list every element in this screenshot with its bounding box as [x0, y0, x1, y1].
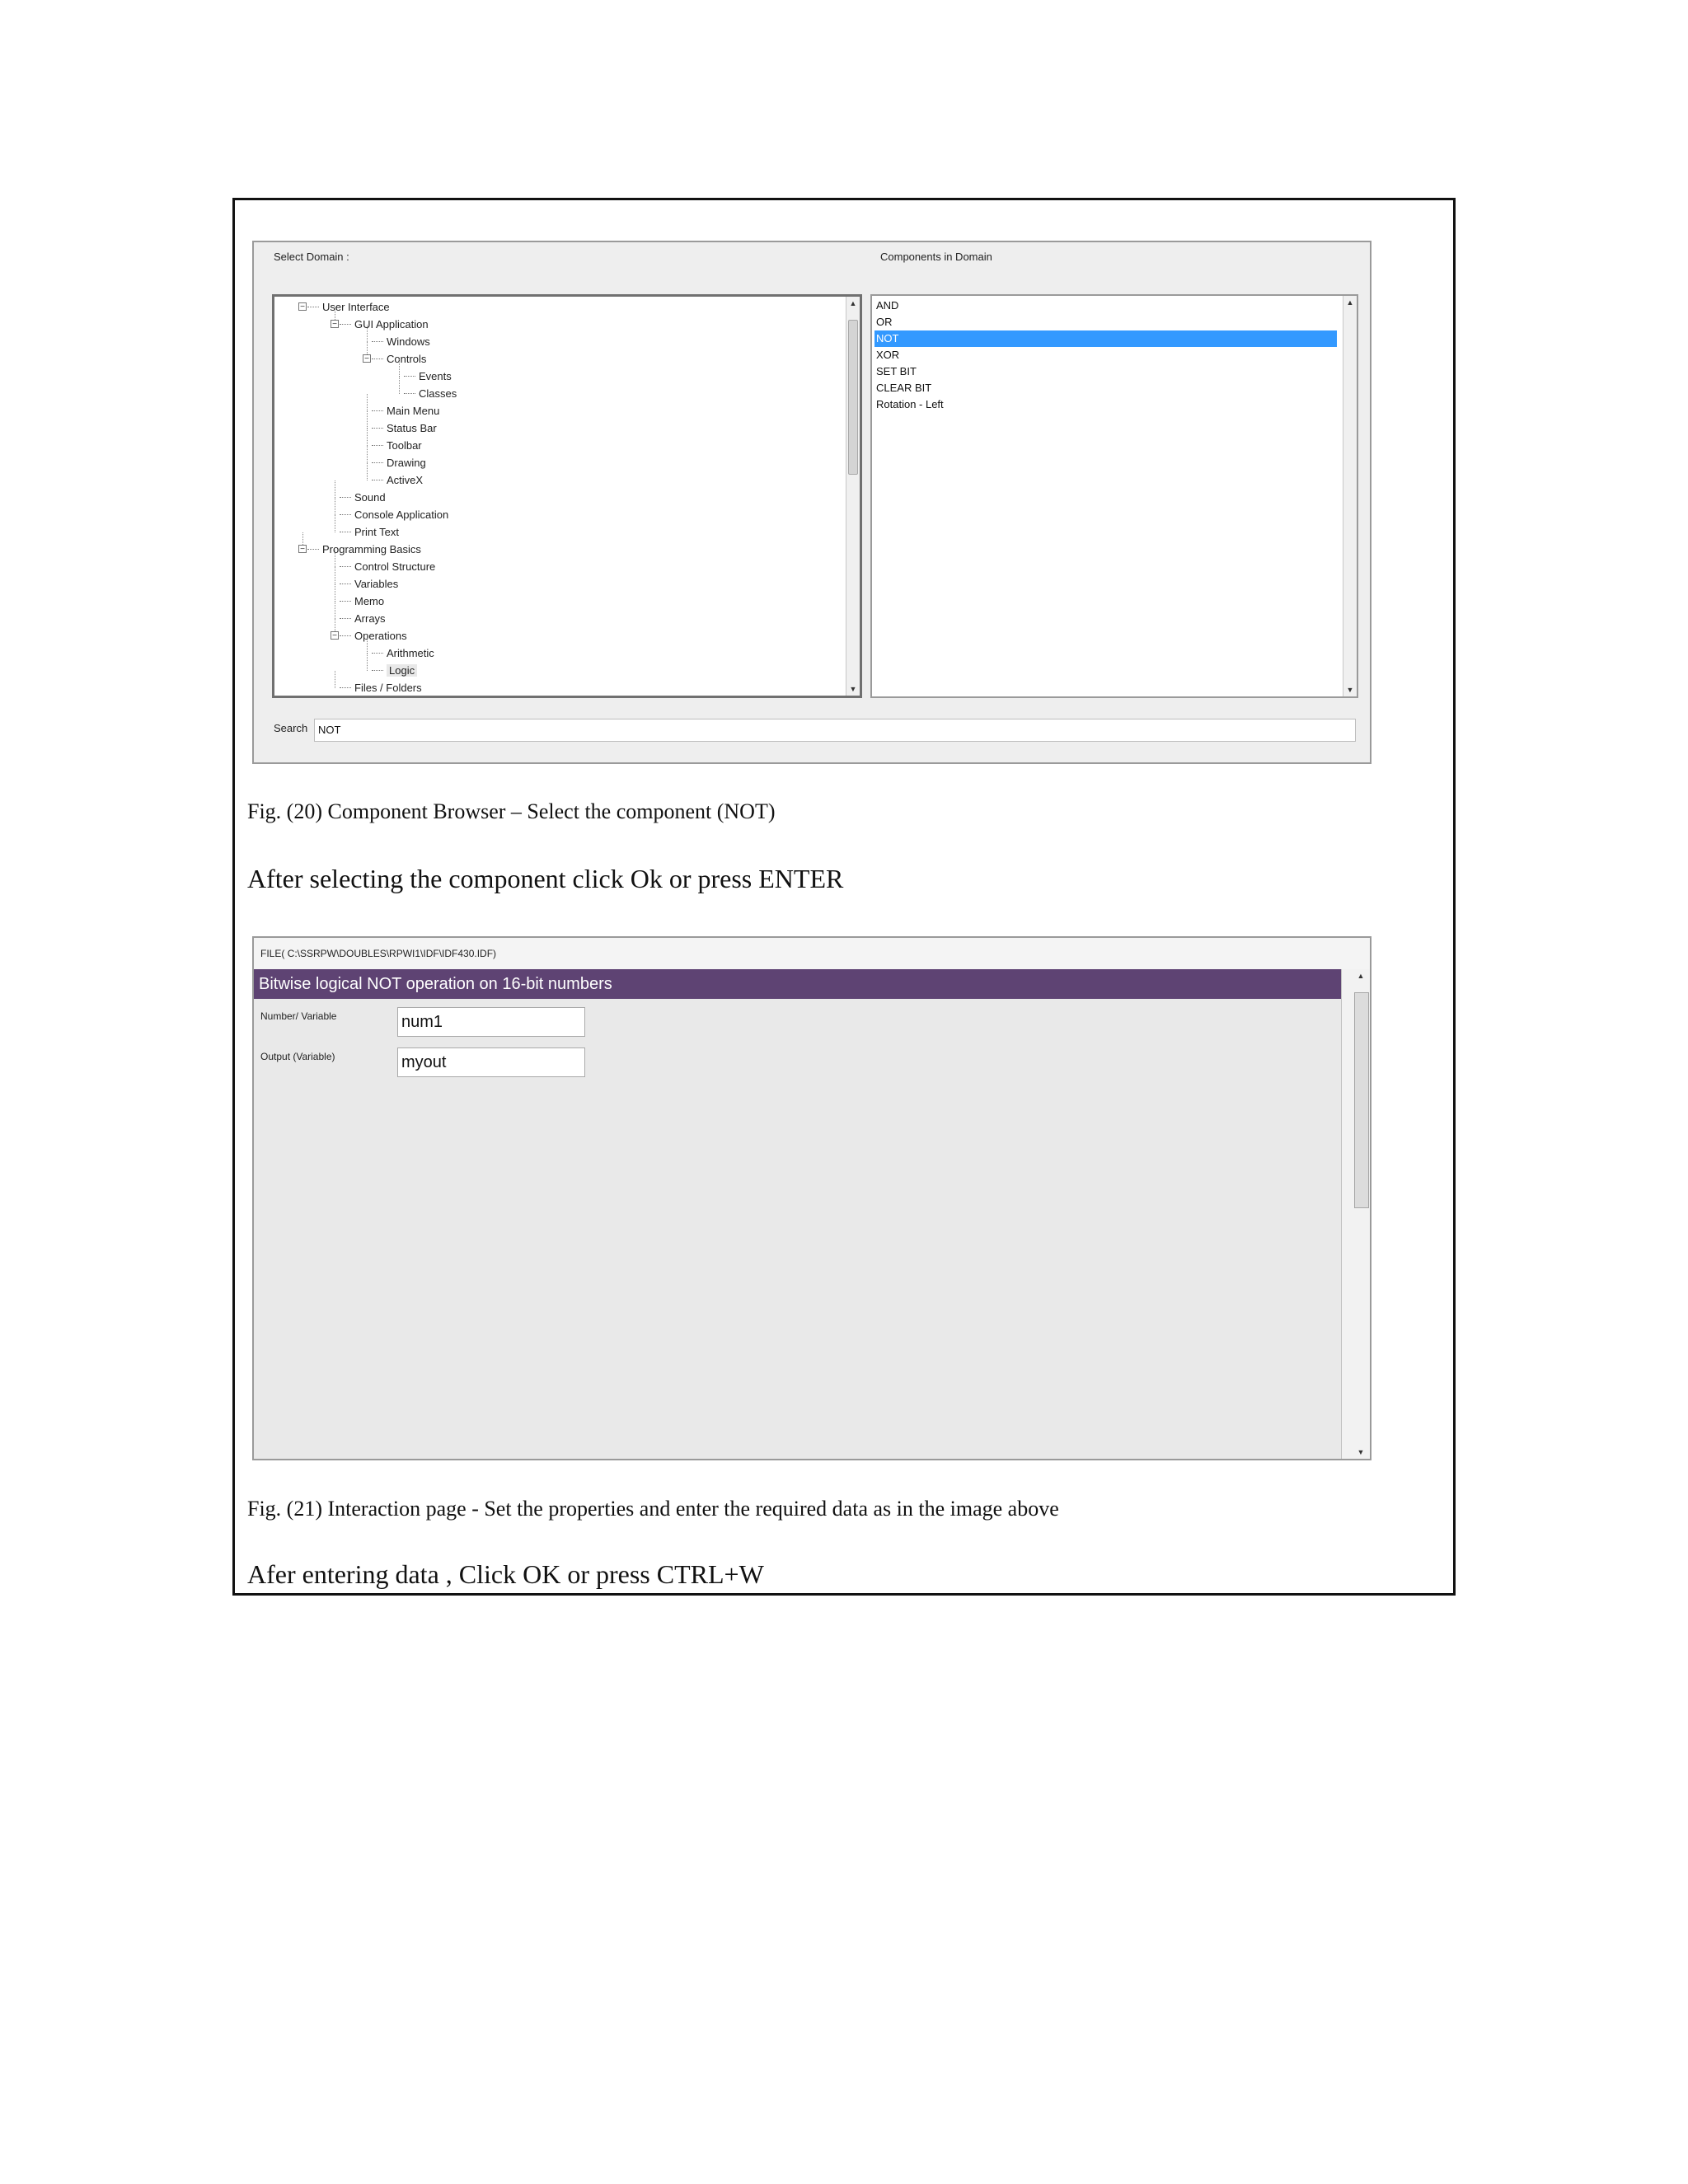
select-domain-label: Select Domain : — [274, 251, 349, 263]
tree-collapse-icon[interactable]: − — [298, 302, 307, 311]
tree-collapse-icon[interactable]: − — [331, 631, 339, 640]
tree-node[interactable] — [372, 644, 434, 662]
tree-node[interactable] — [340, 489, 386, 506]
component-list-item[interactable]: NOT — [874, 330, 1337, 347]
component-list-item[interactable]: Rotation - Left — [876, 398, 944, 410]
number-variable-input[interactable]: num1 — [397, 1007, 585, 1037]
components-list[interactable] — [870, 294, 1358, 698]
tree-node-label: ActiveX — [387, 474, 424, 486]
tree-node-label: Drawing — [387, 457, 426, 469]
tree-connector — [404, 376, 415, 377]
tree-node-label: Console Application — [354, 509, 449, 521]
tree-node-label: Arithmetic — [387, 647, 434, 659]
tree-node-label: GUI Application — [354, 318, 429, 330]
scroll-up-arrow-icon[interactable]: ▲ — [1357, 972, 1365, 980]
scroll-down-arrow-icon[interactable]: ▼ — [849, 685, 857, 693]
tree-node-label: Print Text — [354, 526, 399, 538]
tree-node[interactable] — [404, 385, 457, 402]
interaction-page — [252, 936, 1372, 1460]
domain-tree-scrollbar[interactable] — [846, 297, 860, 696]
tree-node-label: Control Structure — [354, 560, 436, 573]
number-variable-label: Number/ Variable — [260, 1010, 337, 1022]
tree-guide-line — [367, 394, 368, 411]
tree-node[interactable] — [340, 575, 398, 593]
tree-node-label: Status Bar — [387, 422, 437, 434]
tree-connector — [404, 393, 415, 394]
tree-guide-line — [367, 411, 368, 429]
tree-node[interactable] — [372, 402, 439, 419]
scroll-down-arrow-icon[interactable]: ▼ — [1346, 686, 1354, 694]
figure-20-caption: Fig. (20) Component Browser – Select the component (NOT) — [247, 799, 776, 823]
figure-21-caption: Fig. (21) Interaction page - Set the properties and enter the required data as in the image above — [247, 1497, 1059, 1521]
tree-node-label: Arrays — [354, 612, 386, 625]
tree-node-label: User Interface — [322, 301, 390, 313]
tree-guide-line — [399, 377, 400, 394]
tree-node-label: Files / Folders — [354, 682, 422, 694]
tree-connector — [372, 445, 383, 446]
output-variable-label: Output (Variable) — [260, 1051, 335, 1062]
tree-node-label: Memo — [354, 595, 385, 607]
tree-node-label: Programming Basics — [322, 543, 421, 555]
components-in-domain-label: Components in Domain — [880, 251, 992, 263]
tree-node[interactable] — [340, 506, 448, 523]
tree-node[interactable] — [372, 437, 422, 454]
tree-node-label: Operations — [354, 630, 407, 642]
file-path-bar: FILE( C:\SSRPW\DOUBLES\RPWI1\IDF\IDF430.IDF) — [254, 938, 1370, 970]
tree-node-label: Classes — [419, 387, 457, 400]
tree-connector — [340, 635, 351, 636]
tree-node[interactable] — [404, 368, 452, 385]
component-browser — [252, 241, 1372, 764]
tree-connector — [340, 497, 351, 498]
tree-connector — [372, 341, 383, 342]
tree-connector — [340, 566, 351, 567]
tree-node[interactable] — [340, 316, 429, 333]
tree-connector — [340, 618, 351, 619]
scroll-down-arrow-icon[interactable]: ▼ — [1357, 1448, 1365, 1456]
component-list-item[interactable]: OR — [876, 316, 893, 328]
tree-connector — [340, 601, 351, 602]
tree-collapse-icon[interactable]: − — [331, 320, 339, 328]
tree-connector — [372, 410, 383, 411]
component-list-item[interactable]: AND — [876, 299, 899, 312]
tree-node-label: Main Menu — [387, 405, 440, 417]
tree-node-label: Variables — [354, 578, 399, 590]
tree-node[interactable] — [372, 471, 423, 489]
instruction-enter-data: Afer entering data , Click OK or press CTRL+W — [247, 1559, 764, 1589]
component-list-item[interactable]: CLEAR BIT — [876, 382, 932, 394]
component-list-item[interactable]: XOR — [876, 349, 900, 361]
tree-connector — [340, 583, 351, 584]
scroll-up-arrow-icon[interactable]: ▲ — [1346, 298, 1354, 307]
search-input[interactable]: NOT — [314, 719, 1356, 742]
tree-node[interactable] — [372, 454, 426, 471]
tree-connector — [340, 324, 351, 325]
tree-guide-line — [367, 636, 368, 654]
domain-tree[interactable] — [272, 294, 862, 698]
tree-connector — [340, 514, 351, 515]
tree-connector — [372, 670, 383, 671]
scroll-thumb[interactable] — [848, 320, 858, 475]
tree-node-label: Windows — [387, 335, 430, 348]
tree-node-label: Sound — [354, 491, 386, 504]
tree-guide-line — [367, 463, 368, 480]
tree-node[interactable] — [340, 593, 384, 610]
interaction-scrollbar[interactable] — [1341, 969, 1370, 1459]
tree-node[interactable] — [307, 298, 390, 316]
component-list-item[interactable]: SET BIT — [876, 365, 917, 377]
scroll-thumb[interactable] — [1354, 992, 1369, 1208]
tree-node[interactable] — [340, 610, 386, 627]
tree-node[interactable] — [340, 523, 399, 541]
tree-guide-line — [367, 429, 368, 446]
tree-node[interactable] — [340, 558, 435, 575]
tree-node-label: Controls — [387, 353, 427, 365]
tree-node[interactable] — [307, 541, 421, 558]
output-variable-input[interactable]: myout — [397, 1047, 585, 1077]
interaction-title: Bitwise logical NOT operation on 16-bit numbers — [254, 969, 1342, 999]
tree-connector — [372, 428, 383, 429]
tree-guide-line — [367, 325, 368, 342]
tree-node[interactable] — [372, 662, 417, 679]
tree-guide-line — [367, 654, 368, 671]
tree-node[interactable] — [372, 333, 430, 350]
tree-connector — [307, 549, 319, 550]
scroll-up-arrow-icon[interactable]: ▲ — [849, 299, 857, 307]
tree-node-label: Logic — [387, 664, 417, 677]
components-list-scrollbar[interactable] — [1343, 296, 1357, 696]
tree-node-label: Events — [419, 370, 452, 382]
tree-guide-line — [367, 446, 368, 463]
tree-node[interactable] — [340, 679, 422, 696]
tree-collapse-icon[interactable]: − — [298, 545, 307, 553]
tree-node-label: Toolbar — [387, 439, 422, 452]
tree-connector — [372, 462, 383, 463]
tree-connector — [340, 687, 351, 688]
tree-guide-line — [399, 359, 400, 377]
instruction-select: After selecting the component click Ok or press ENTER — [247, 864, 844, 893]
search-label: Search — [274, 722, 308, 734]
tree-connector — [372, 653, 383, 654]
tree-node[interactable] — [340, 627, 407, 644]
tree-node[interactable] — [372, 419, 437, 437]
tree-collapse-icon[interactable]: − — [363, 354, 371, 363]
